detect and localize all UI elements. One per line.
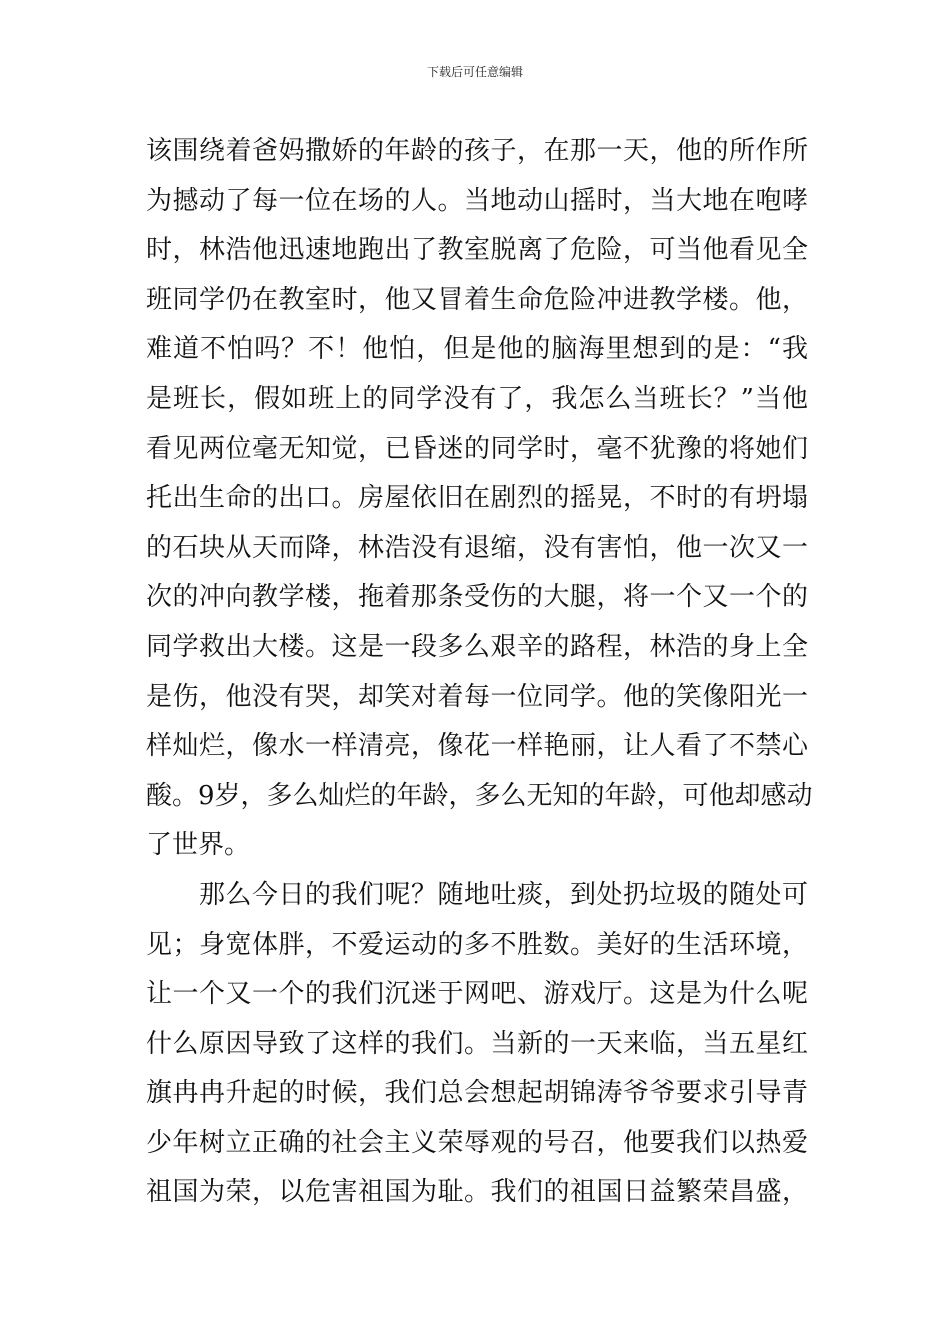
text-line: 那么今日的我们呢？随地吐痰，到处扔垃圾的随处可 [146,879,808,910]
text-line: 难道不怕吗？不！他怕，但是他的脑海里想到的是：“我 [146,334,808,365]
text-line: 让一个又一个的我们沉迷于网吧、游戏厅。这是为什么呢 [146,979,808,1010]
page-header: 下载后可任意编辑 [426,65,523,79]
document-body [146,127,813,1218]
text-line: 样灿烂，像水一样清亮，像花一样艳丽，让人看了不禁心 [146,731,808,762]
text-line: 是班长，假如班上的同学没有了，我怎么当班长？”当他 [146,383,808,414]
text-line: 了世界。 [146,830,251,861]
text-line: 时，林浩他迅速地跑出了教室脱离了危险，可当他看见全 [146,235,808,266]
text-line: 班同学仍在教室时，他又冒着生命危险冲进教学楼。他， [146,284,808,315]
text-line: 是伤，他没有哭，却笑对着每一位同学。他的笑像阳光一 [146,681,808,712]
paragraph-1 [146,127,813,871]
text-line: 该围绕着爸妈撒娇的年龄的孩子，在那一天，他的所作所 [146,136,808,166]
text-line: 为撼动了每一位在场的人。当地动山摇时，当大地在咆哮 [146,185,808,216]
paragraph-2 [146,871,808,1218]
text-line: 同学救出大楼。这是一段多么艰辛的路程，林浩的身上全 [146,631,808,662]
text-line: 见；身宽体胖，不爱运动的多不胜数。美好的生活环境， [146,929,808,960]
text-line: 旗冉冉升起的时候，我们总会想起胡锦涛爷爷要求引导青 [146,1078,808,1109]
text-line: 什么原因导致了这样的我们。当新的一天来临，当五星红 [146,1028,808,1059]
text-line: 托出生命的出口。房屋依旧在剧烈的摇晃，不时的有坍塌 [146,483,808,514]
text-line: 酸。9岁，多么灿烂的年龄，多么无知的年龄，可他却感动 [146,780,813,811]
text-line: 少年树立正确的社会主义荣辱观的号召，他要我们以热爱 [146,1127,808,1158]
text-line: 的石块从天而降，林浩没有退缩，没有害怕，他一次又一 [146,532,808,563]
text-line: 看见两位毫无知觉，已昏迷的同学时，毫不犹豫的将她们 [146,433,808,464]
text-line: 次的冲向教学楼，拖着那条受伤的大腿，将一个又一个的 [146,582,808,613]
text-line: 祖国为荣，以危害祖国为耻。我们的祖国日益繁荣昌盛， [146,1177,808,1208]
